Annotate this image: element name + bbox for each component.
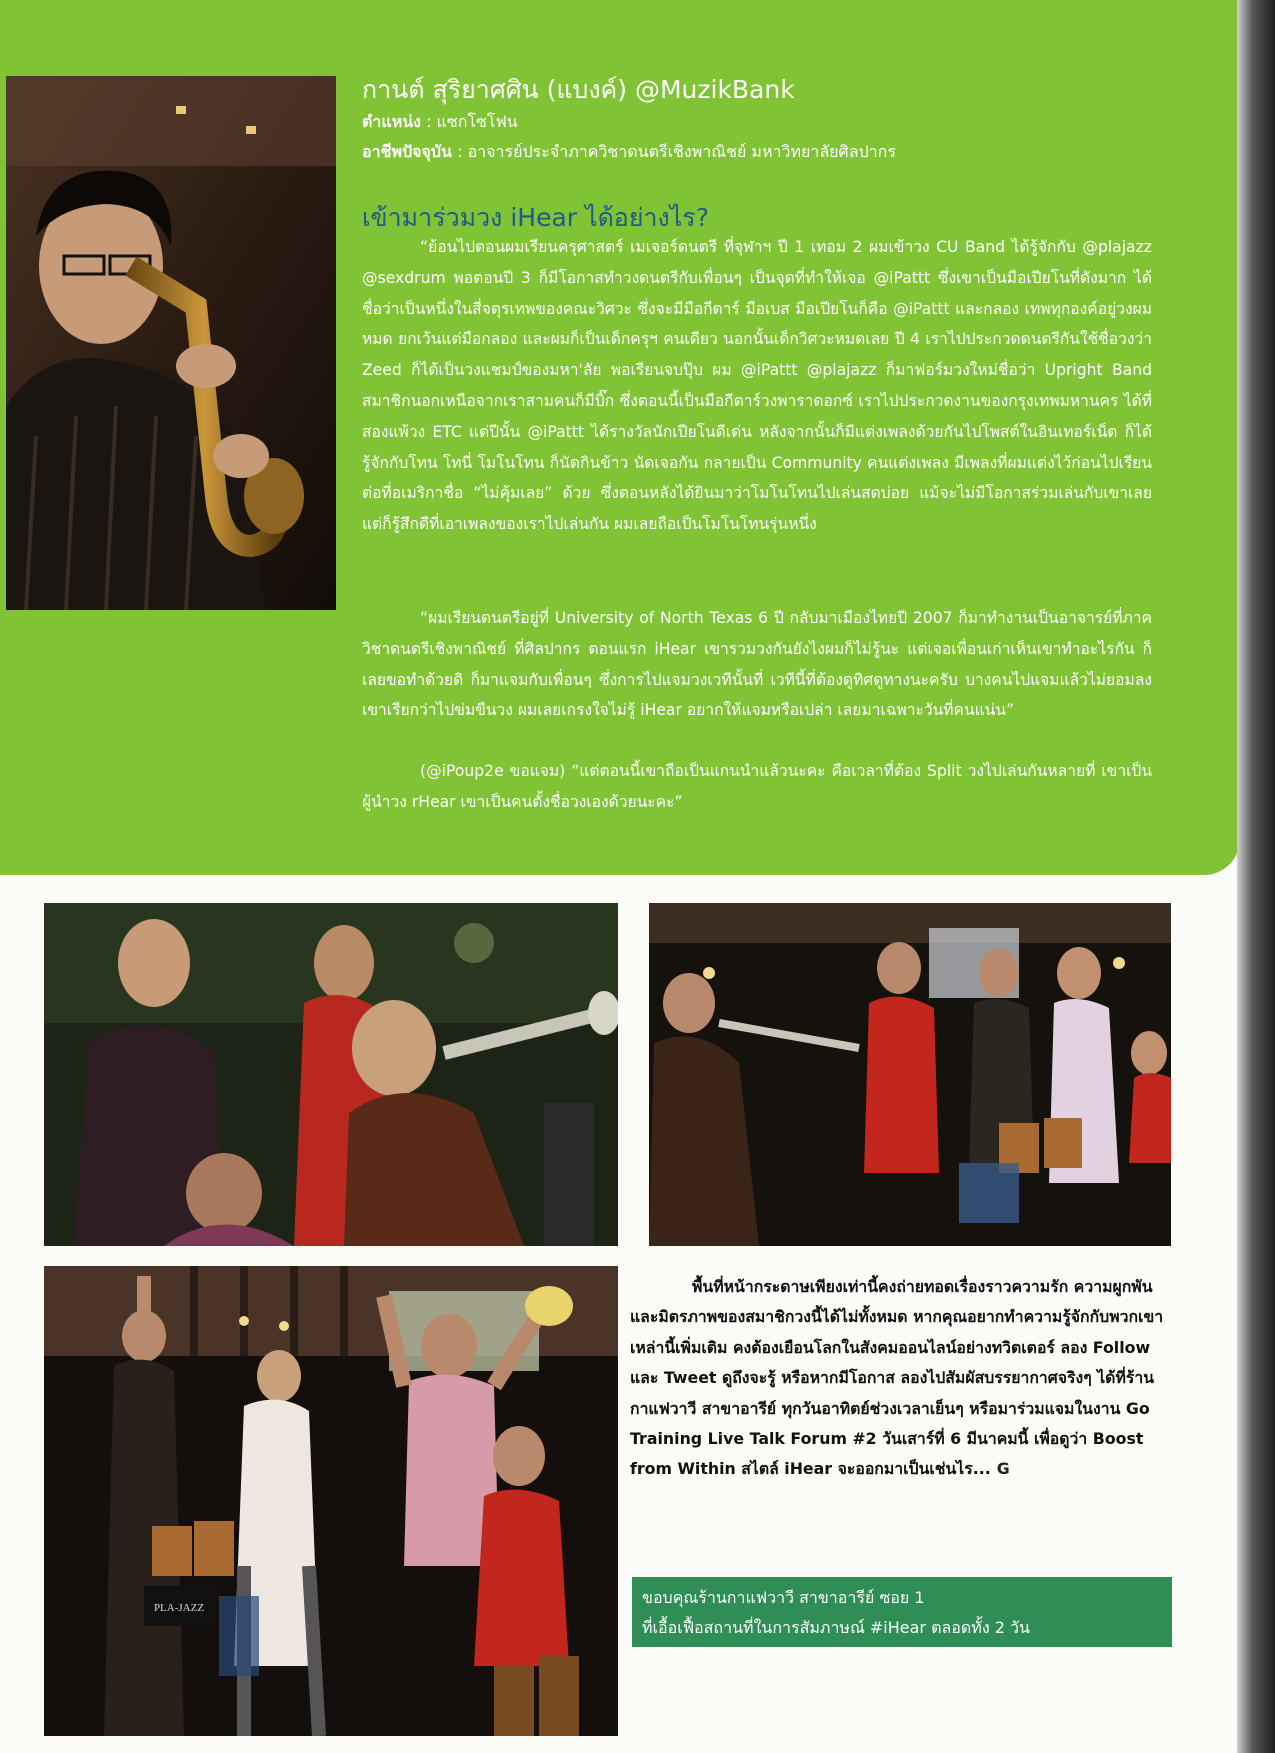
singers-drummers-photo	[44, 1266, 618, 1736]
interview-text-3: (@iPoup2e ขอแจม) “แต่ตอนนี้เขาถือเป็นแกนนำแล้วนะคะ คือเวลาที่ต้อง Split วงไปเล่นกันหลายที่ เขาเป็นผู้นำวง rHear เขาเป็นคนตั้งชื่อวงเองด้วยนะคะ”	[362, 762, 1152, 811]
profile-job	[362, 140, 896, 165]
end-mark-icon: G	[996, 1459, 1010, 1479]
job-value: : อาจารย์ประจำภาควิชาดนตรีเชิงพาณิชย์ มหาวิทยาลัยศิลปากร	[452, 142, 896, 161]
thanks-line-2: ที่เอื้อเฟื้อสถานที่ในการสัมภาษณ์ #iHear ตลอดทั้ง 2 วัน	[642, 1618, 1030, 1637]
interview-paragraph-3	[362, 756, 1152, 818]
caption-text: พื้นที่หน้ากระดาษเพียงเท่านี้คงถ่ายทอดเรื่องราวความรัก ความผูกพัน และมิตรภาพของสมาชิกวงนี้ได้ไม่ทั้งหมด หากคุณอยากทำความรู้จักกับพวกเขาเหล่านี้เพิ่มเติม คงต้องเยือนโลกในสังคมออนไลน์อย่างทวิตเตอร์ ลอง Follow และ Tweet ดูถึงจะรู้ หรือหากมีโอกาส ลองไปสัมผัสบรรยากาศจริงๆ ได้ที่ร้านกาแฟวาวี สาขาอารีย์ ทุกวันอาทิตย์ช่วงเวลาเย็นๆ หรือมาร่วมแจมในงาน Go Training Live Talk Forum #2 วันเสาร์ที่ 6 มีนาคมนี้ เพื่อดูว่า Boost from Within สไตล์ iHear จะออกมาเป็นเช่นไร...	[630, 1277, 1164, 1479]
trumpet-band-photo	[44, 903, 618, 1246]
stage-banner-text: PLA-JAZZ	[153, 1602, 205, 1614]
job-label: อาชีพปัจจุบัน	[362, 142, 452, 161]
interview-text-1: “ย้อนไปตอนผมเรียนครุศาสตร์ เมเจอร์ดนตรี ที่จุฬาฯ ปี 1 เทอม 2 ผมเข้าวง CU Band ได้รู้จักกับ @plajazz @sexdrum พอตอนปี 3 ก็มีโอกาสทำวงดนตรีกับเพื่อนๆ เป็นจุดที่ทำให้เจอ @iPattt ซึ่งเขาเป็นมือเปียโนที่ดังมาก ได้ชื่อว่าเป็นหนึ่งในสี่จตุรเทพของคณะวิศวะ ซึ่งจะมีมือกีตาร์ มือเบส มือเปียโนก็คือ @iPattt และกลอง เทพทุกองค์อยู่วงผมหมด ยกเว้นแต่มือกลอง และผมก็เป็นเด็กครุฯ คนเดียว นอกนั้นเด็กวิศวะหมดเลย ปี 4 เราไปประกวดดนตรีกันใช้ชื่อวงว่า Zeed ก็ได้เป็นวงแชมป์ของมหา'ลัย พอเรียนจบปุ๊บ ผม @iPattt @plajazz ก็มาฟอร์มวงใหม่ชื่อว่า Upright Band สมาชิกนอกเหนือจากเราสามคนก็มีบิ๊ก ซึ่งตอนนี้เป็นมือกีตาร์วงพาราดอกซ์ เราไปประกวดงานของกรุงเทพมหานคร ได้ที่สองแพ้วง ETC แต่ปีนั้น @iPattt ได้รางวัลนักเปียโนดีเด่น หลังจากนั้นก็มีแต่งเพลงด้วยกันไปโพสต์ในอินเทอร์เน็ต ก็ได้รู้จักกับโทน โทนี่ โมโนโทน ก็นัดกินข้าว นัดเจอกัน กลายเป็น Community คนแต่งเพลง มีเพลงที่ผมแต่งไว้ก่อนไปเรียนต่อที่อเมริกาชื่อ “ไม่คุ้มเลย” ด้วย ซึ่งตอนหลังได้ยินมาว่าโมโนโทนไปเล่นสดบ่อย แม้จะไม่มีโอกาสร่วมเล่นกับเขาเลย แต่ก็รู้สึกดีที่เอาเพลงของเราไปเล่นกัน ผมเลยถือเป็นโมโนโทนรุ่นหนึ่ง	[362, 238, 1152, 534]
thanks-box	[632, 1577, 1172, 1647]
stage-band-photo	[649, 903, 1171, 1246]
binding-spine-shadow	[1237, 0, 1275, 1753]
position-label: ตำแหน่ง	[362, 112, 421, 131]
interview-text-2: “ผมเรียนดนตรีอยู่ที่ University of North Texas 6 ปี กลับมาเมืองไทยปี 2007 ก็มาทำงานเป็นอาจารย์ที่ภาควิชาดนตรีเชิงพาณิชย์ ที่ศิลปากร ตอนแรก iHear เขารวมวงกันยังไงผมก็ไม่รู้นะ แต่เจอเพื่อนเก่าเห็นเขาทำอะไรกัน ก็เลยขอทำด้วยดิ ก็มาแจมกับเพื่อนๆ ซึ่งการไปแจมวงเวทีนั้นที่ เวทีนี้ที่ต้องดูทิศดูทางนะครับ บางคนไปแจมแล้วไม่ยอมลงเขาเรียกว่าไปข่มขืนวง ผมเลยเกรงใจไม่รู้ iHear อยากให้แจมหรือเปล่า เลยมาเฉพาะวันที่คนแน่น”	[362, 609, 1152, 720]
caption-paragraph	[630, 1272, 1170, 1485]
closing-caption	[630, 1272, 1170, 1485]
profile-position	[362, 110, 518, 135]
interview-paragraph-2	[362, 603, 1152, 726]
saxophonist-photo	[6, 76, 336, 610]
section-heading: เข้ามาร่วมวง iHear ได้อย่างไร?	[362, 203, 709, 232]
interview-paragraph-1	[362, 232, 1152, 540]
thanks-line-1: ขอบคุณร้านกาแฟวาวี สาขาอารีย์ ซอย 1	[642, 1588, 925, 1607]
profile-name: กานต์ สุริยาศศิน (แบงค์) @MuzikBank	[362, 75, 795, 104]
position-value: : แซกโซโฟน	[420, 112, 518, 131]
